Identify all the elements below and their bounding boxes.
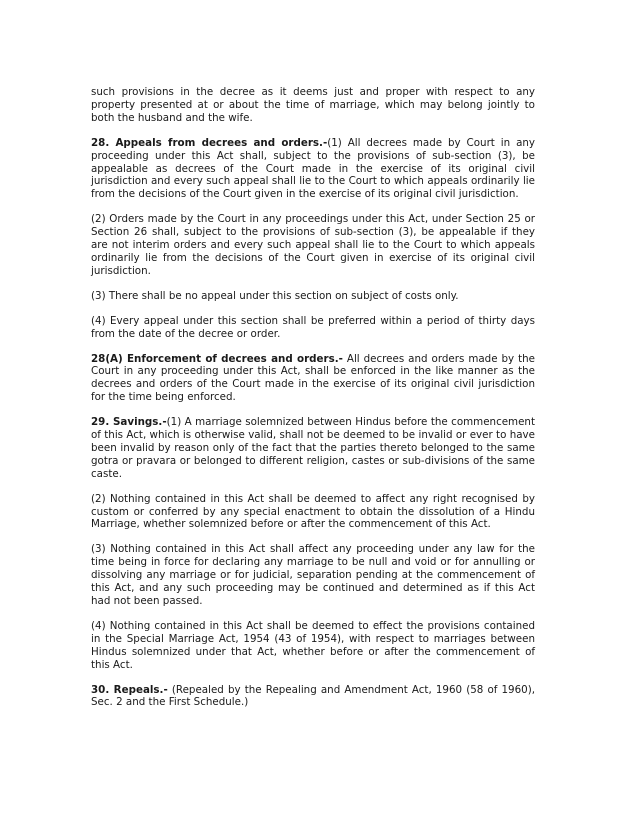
paragraph — [91, 684, 535, 710]
paragraph-text: (4) Every appeal under this section shall be preferred within a period of thirty days from the date of the decree or order. — [91, 314, 535, 340]
paragraph-text: such provisions in the decree as it deems just and proper with respect to any property presented at or about the time of marriage, which may belong jointly to both the husband and the wife. — [91, 86, 535, 124]
paragraph-text: (1) All decrees made by Court in any proceeding under this Act shall, subject to the provisions of sub-section (3), be appealable as decrees of the Court made in the exercise of its original civil jurisdiction and every such appeal shall lie to the Court to which appeals ordinarily lie from the decisions of the Court given in the exercise of its original civil jurisdiction. — [91, 136, 535, 201]
section-heading: 28. Appeals from decrees and orders.- — [91, 136, 328, 149]
paragraph-text: (2) Orders made by the Court in any proceedings under this Act, under Section 25 or Section 26 shall, subject to the provisions of sub-section (3), be appealable if they are not interim orders and every such appeal shall lie to the Court to which appeals ordinarily lie from the decisions of the Court given in exercise of its original civil jurisdiction. — [91, 213, 535, 277]
paragraph — [91, 213, 535, 278]
paragraph-text: (Repealed by the Repealing and Amendment Act, 1960 (58 of 1960), Sec. 2 and the First Schedule.) — [91, 683, 535, 709]
paragraph — [91, 137, 535, 202]
document-body — [91, 86, 535, 721]
paragraph — [91, 543, 535, 608]
paragraph-text: (3) Nothing contained in this Act shall affect any proceeding under any law for the time being in force for declaring any marriage to be null and void or for annulling or dissolving any marriage or for judicial, separation pending at the commencement of this Act, and any such proceeding may be continued and determined as if this Act had not been passed. — [91, 543, 535, 607]
section-heading: 30. Repeals.- — [91, 683, 168, 696]
paragraph — [91, 416, 535, 481]
paragraph — [91, 493, 535, 532]
paragraph-text: (2) Nothing contained in this Act shall be deemed to affect any right recognised by custom or conferred by any special enactment to obtain the dissolution of a Hindu Marriage, whether solemnized before or after the commencement of this Act. — [91, 492, 535, 531]
section-heading: 29. Savings.- — [91, 416, 167, 429]
paragraph — [91, 353, 535, 405]
paragraph — [91, 86, 535, 125]
section-heading: 28(A) Enforcement of decrees and orders.- — [91, 352, 343, 365]
paragraph — [91, 620, 535, 672]
paragraph-text: (4) Nothing contained in this Act shall be deemed to effect the provisions contained in the Special Marriage Act, 1954 (43 of 1954), with respect to marriages between Hindus solemnized under that Act, whether before or after the commencement of this Act. — [91, 619, 535, 671]
paragraph — [91, 315, 535, 341]
paragraph-text: All decrees and orders made by the Court in any proceeding under this Act, shall be enforced in the like manner as the decrees and orders of the Court made in the exercise of its original civil jurisdiction for the time being enforced. — [91, 352, 536, 404]
paragraph-text: (3) There shall be no appeal under this section on subject of costs only. — [91, 289, 459, 302]
paragraph-text: (1) A marriage solemnized between Hindus before the commencement of this Act, which is otherwise valid, shall not be deemed to be invalid or ever to have been invalid by reason only of the fact that the parties thereto belonged to the same gotra or pravara or belonged to different religion, castes or sub-divisions of the same caste. — [91, 416, 535, 480]
paragraph — [91, 290, 535, 303]
